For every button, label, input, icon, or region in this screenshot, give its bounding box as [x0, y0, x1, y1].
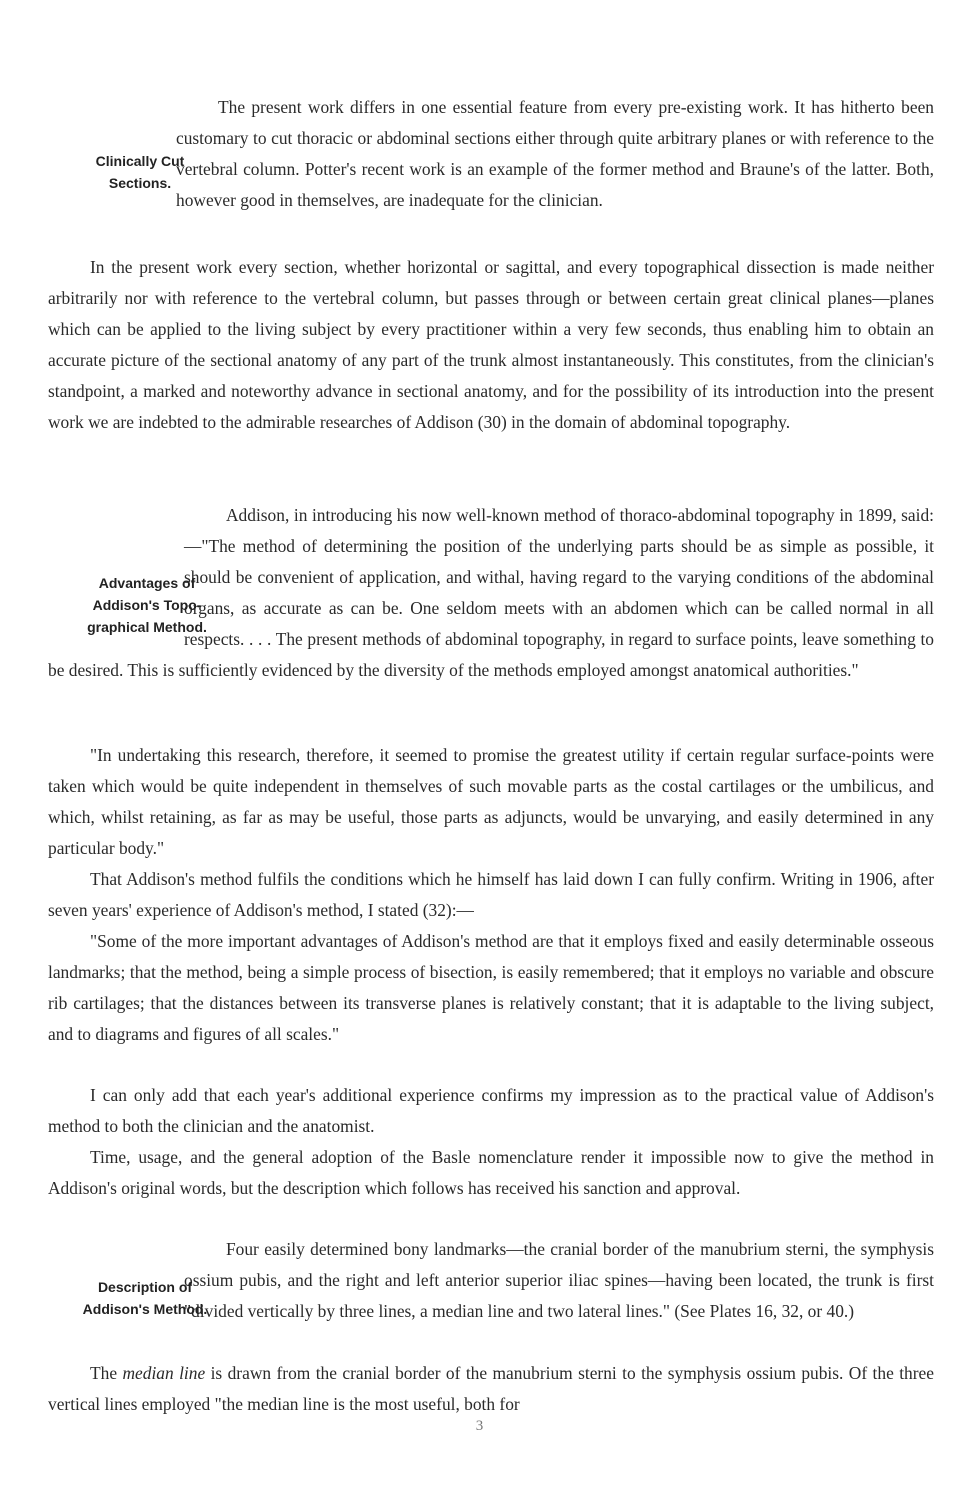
paragraph: That Addison's method fulfils the conditions which he himself has laid down I can fully confirm. Writing in 1906, after seven years' experience of Addison's method, I stated (32):— — [48, 869, 934, 920]
median-line-term: median line — [122, 1363, 206, 1383]
margin-note-description-of-addisons-method: Description of Addison's Method. — [82, 1279, 208, 1317]
paragraph: "Some of the more important advantages of Addison's method are that it employs fixed and easily determinable osseous landmarks; that the method, being a simple process of bisection, is easily remembered; that it employs no variable and obscure rib cartilages; that the distances between its transverse planes is relatively constant; that it is adaptable to the living subject, and to diagrams and figures of all scales." — [48, 931, 934, 1044]
paragraph: I can only add that each year's additional experience confirms my impression as to the practical value of Addison's method to both the clinician and the anatomist. — [48, 1085, 934, 1136]
margin-note-advantages-of-addisons-method: Advantages of Addison's Topo- graphical Method. — [87, 575, 207, 635]
paragraph: In the present work every section, whether horizontal or sagittal, and every topographical dissection is made neither arbitrarily nor with reference to the vertebral column, but passes through or between certain great clinical planes—planes which can be applied to the living subject by every practitioner within a very few seconds, thus enabling him to obtain an accurate picture of the sectional anatomy of any part of the trunk almost instantaneously. This constitutes, from the clinician's standpoint, a marked and noteworthy advance in sectional anatomy, and for the possibility of its introduction into the present work we are indebted to the admirable researches of Addison (30) in the domain of abdominal topography. — [48, 257, 934, 432]
paragraph: "In undertaking this research, therefore, it seemed to promise the greatest utility if certain regular surface-points were taken which would be quite independent in themselves of such movable parts as the costal cartilages or the umbilicus, and which, whilst retaining, as far as may be useful, those parts as adjuncts, would be unvarying, and easily determined in any particular body." — [48, 745, 934, 858]
paragraph: Addison, in introducing his now well-known method of thoraco-abdominal topography in 1899, said:—"The method of determining the position of the underlying parts should be as simple as possible, it should be convenient of application, and withal, having regard to the varying conditions of the abdominal organs, as accurate as can be. One seldom meets with an abdomen which can be called normal in all respects. . . . The present methods of abdominal topography, in regard to surface points, leave something to be desired. This is sufficiently evidenced by the diversity of the methods employed amongst anatomical authorities." — [48, 505, 934, 680]
page-number: 3 — [475, 1418, 484, 1434]
paragraph: The present work differs in one essential feature from every pre-existing work. It has hitherto been customary to cut thoracic or abdominal sections either through quite arbitrary planes or with reference to the vertebral column. Potter's recent work is an example of the former method and Braune's of the latter. Both, however good in themselves, are inadequate for the clinician. — [176, 97, 934, 210]
paragraph: The median line is drawn from the cranial border of the manubrium sterni to the symphysis ossium pubis. Of the three vertical lines employed "the median line is the most useful, both for — [48, 1363, 934, 1414]
paragraph: Four easily determined bony landmarks—the cranial border of the manubrium sterni, the symphysis ossium pubis, and the right and left anterior superior iliac spines—having been located, the trunk is first "divided vertically by three lines, a median line and two lateral lines." (See Plates 16, 32, or 40.) — [184, 1239, 934, 1321]
paragraph: Time, usage, and the general adoption of the Basle nomenclature render it impossible now to give the method in Addison's original words, but the description which follows has received his sanction and approval. — [48, 1147, 934, 1198]
margin-note-clinically-cut-sections: Clinically Cut Sections. — [95, 153, 185, 191]
